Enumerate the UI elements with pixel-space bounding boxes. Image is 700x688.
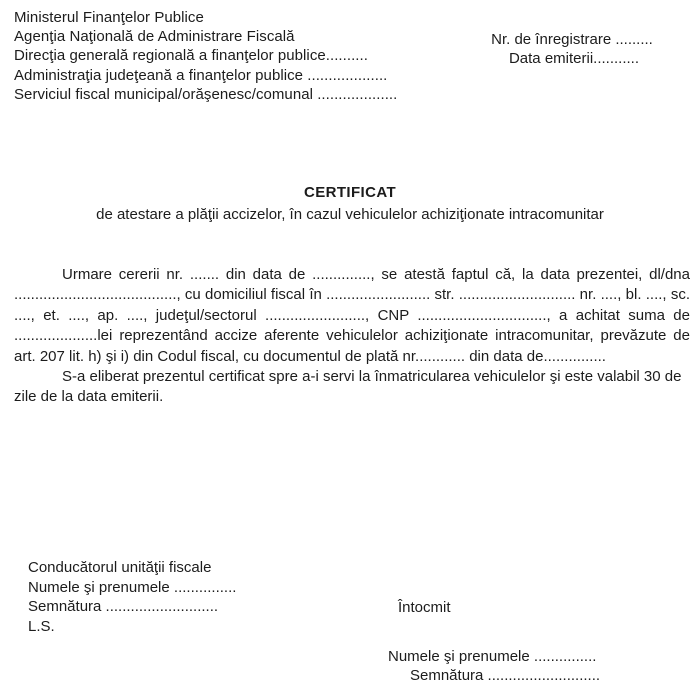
body-paragraph-attestation: Urmare cererii nr. ....... din data de .............., se atestă faptul că, la data prezentei, dl/dna ......................................., cu domiciliul fiscal în ......................... str. ............................ nr. ...., bl. ...., sc. ...., et. ...., ap. ...., judeţul/sectorul ........................, CNP ..............................., a achitat suma de ....................lei reprezentând accize aferente vehiculelor achiziţionate intracomunitar, prevăzute de art. 207 lit. h) şi i) din Codul fiscal, cu documentul de plată nr............ din data de............... <box>14 266 690 365</box>
page-subtitle: de atestare a plăţii accizelor, în cazul vehiculelor achiziţionate intracomunitar <box>96 206 604 223</box>
document-title-block <box>0 183 700 224</box>
issuer-line-ministry: Ministerul Finanţelor Publice <box>14 9 204 26</box>
registration-block <box>452 30 692 68</box>
issuer-line-agency: Agenţia Naţională de Administrare Fiscală <box>14 28 295 46</box>
signatory-name-field: Numele şi prenumele ............... <box>28 578 237 596</box>
document-header <box>0 8 700 113</box>
signature-block <box>0 558 700 688</box>
stamp-placeholder-label: L.S. <box>28 617 55 635</box>
preparer-signature-field: Semnătura ........................... <box>410 667 601 685</box>
prepared-by-label: Întocmit <box>398 599 451 616</box>
issuer-line-regional-directorate: Direcţia generală regională a finanţelor publice.......... <box>14 47 368 65</box>
issuer-authority-block <box>14 8 464 104</box>
document-body <box>14 265 690 408</box>
registration-number-field: Nr. de înregistrare ......... <box>491 31 653 48</box>
issuer-line-municipal-fiscal-service: Serviciul fiscal municipal/orăşenesc/comunal ................... <box>14 85 398 103</box>
signature-block-prepared-by <box>388 598 688 686</box>
signatory-signature-field: Semnătura ........................... <box>28 598 219 616</box>
issuer-line-county-administration: Administraţia judeţeană a finanţelor publice ................... <box>14 66 388 84</box>
preparer-name-field: Numele şi prenumele ............... <box>388 647 597 665</box>
page-title: CERTIFICAT <box>303 184 397 201</box>
signature-block-head-of-unit <box>28 558 348 636</box>
signatory-role-label: Conducătorul unităţii fiscale <box>28 559 212 576</box>
body-paragraph-validity: S-a eliberat prezentul certificat spre a-i servi la înmatricularea vehiculelor şi este valabil 30 de zile de la data emiterii. <box>14 368 682 406</box>
issue-date-field: Data emiterii........... <box>508 50 640 68</box>
